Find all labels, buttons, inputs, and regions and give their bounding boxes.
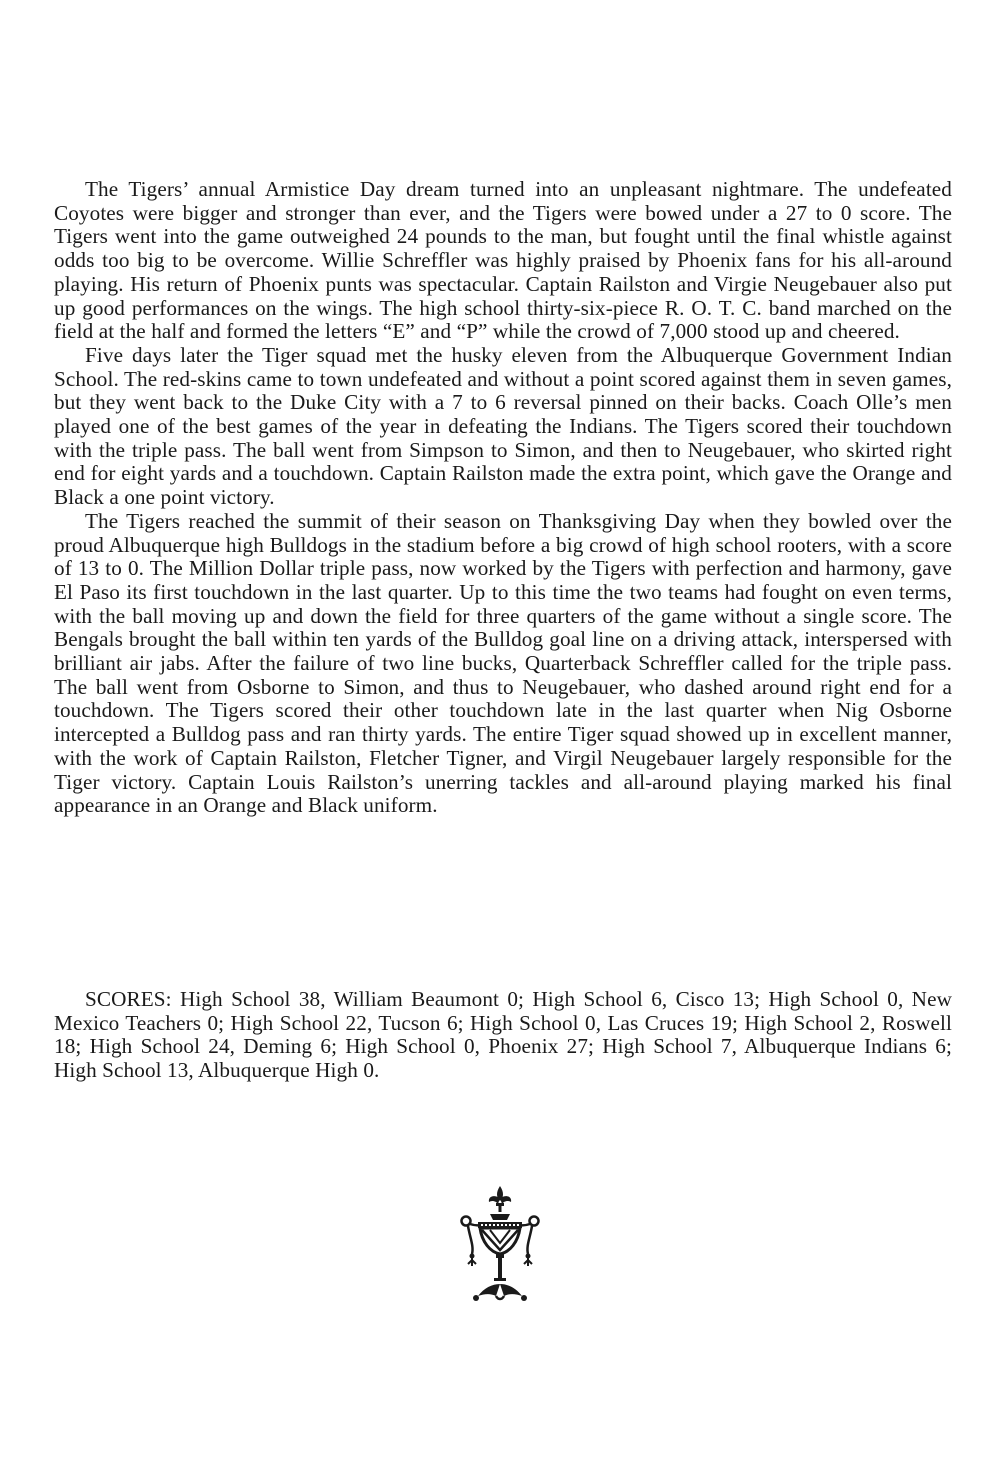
paragraph-indian-school: Five days later the Tiger squad met the husky eleven from the Albuquerque Government Indian School. The red-skins came to town undefeated and without a point scored against them in seven games, but they went back to the Duke City with a 7 to 6 reversal pinned on their backs. Coach Olle’s men played one of the best games of the year in defeating the Indians. The Tigers scored their touchdown with the triple pass. The ball went from Simpson to Simon, and then to Neugebauer, who skirted right end for eight yards and a touchdown. Captain Railston made the extra point, which gave the Orange and Black a one point victory. (54, 342, 952, 510)
urn-ornament-icon (450, 1180, 550, 1315)
paragraph-thanksgiving: The Tigers reached the summit of their season on Thanksgiving Day when they bowled over the proud Albuquerque high Bulldogs in the stadium before a big crowd of high school rooters, with a score of 13 to 0. The Million Dollar triple pass, now worked by the Tigers with perfection and harmony, gave El Paso its first touchdown in the last quarter. Up to this time the two teams had fought on even terms, with the ball moving up and down the field for three quarters of the game without a single score. The Bengals brought the ball within ten yards of the Bulldog goal line on a driving attack, interspersed with brilliant air jabs. After the failure of two line bucks, Quarterback Schreffler called for the triple pass. The ball went from Osborne to Simon, and thus to Neugebauer, who dashed around right end for a touchdown. The Tigers scored their other touchdown late in the last quarter when Nig Osborne intercepted a Bulldog pass and ran thirty yards. The entire Tiger squad showed up in excellent manner, with the work of Captain Railston, Fletcher Tigner, and Virgil Neugebauer largely responsible for the Tiger victory. Captain Louis Railston’s unerring tackles and all-around playing marked his final appearance in an Orange and Black uniform. (54, 508, 952, 818)
scores-section (54, 988, 952, 1083)
article-body (54, 178, 952, 818)
scores-text: SCORES: High School 38, William Beaumont 0; High School 6, Cisco 13; High School 0, New Mexico Teachers 0; High School 22, Tucson 6; High School 0, Las Cruces 19; High School 2, Roswell 18; High School 24, Deming 6; High School 0, Phoenix 27; High School 7, Albuquerque Indians 6; High School 13, Albuquerque High 0. (54, 987, 952, 1083)
paragraph-armistice-day: The Tigers’ annual Armistice Day dream turned into an unpleasant nightmare. The undefeated Coyotes were bigger and stronger than ever, and the Tigers were bowed under a 27 to 0 score. The Tigers went into the game outweighed 24 pounds to the man, but fought until the final whistle against odds too big to be overcome. Willie Schreffler was highly praised by Phoenix fans for his all-around playing. His return of Phoenix punts was spectacular. Captain Railston and Virgie Neugebauer also put up good performances on the wings. The high school thirty-six-piece R. O. T. C. band marched on the field at the half and formed the letters “E” and “P” while the crowd of 7,000 stood up and cheered. (54, 177, 952, 344)
